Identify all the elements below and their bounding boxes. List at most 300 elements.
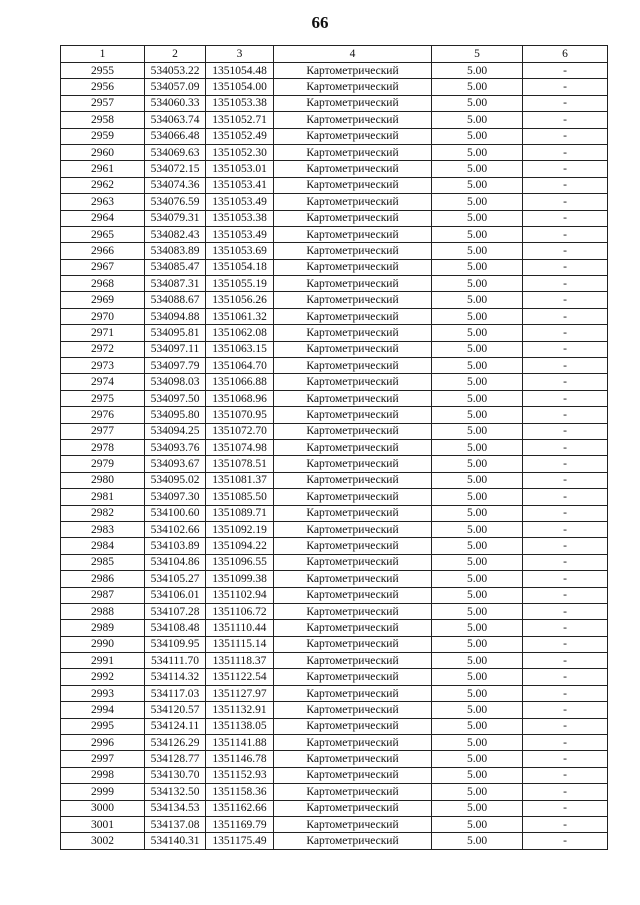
table-row (61, 325, 608, 341)
table-row (61, 571, 608, 587)
cell-y-coordinate: 1351074.98 (206, 439, 274, 455)
cell-y-coordinate: 1351052.49 (206, 128, 274, 144)
cell-accuracy: 5.00 (432, 308, 523, 324)
cell-method: Картометрический (274, 390, 432, 406)
cell-method: Картометрический (274, 718, 432, 734)
cell-method: Картометрический (274, 735, 432, 751)
cell-y-coordinate: 1351054.00 (206, 79, 274, 95)
cell-x-coordinate: 534130.70 (145, 767, 206, 783)
cell-x-coordinate: 534063.74 (145, 112, 206, 128)
cell-x-coordinate: 534093.67 (145, 456, 206, 472)
cell-x-coordinate: 534069.63 (145, 144, 206, 160)
cell-accuracy: 5.00 (432, 79, 523, 95)
cell-note: - (523, 358, 608, 374)
cell-y-coordinate: 1351081.37 (206, 472, 274, 488)
cell-method: Картометрический (274, 620, 432, 636)
table-row (61, 456, 608, 472)
cell-accuracy: 5.00 (432, 407, 523, 423)
cell-x-coordinate: 534126.29 (145, 735, 206, 751)
cell-y-coordinate: 1351053.69 (206, 243, 274, 259)
cell-point-number: 2982 (61, 505, 145, 521)
cell-note: - (523, 407, 608, 423)
cell-point-number: 2995 (61, 718, 145, 734)
cell-x-coordinate: 534111.70 (145, 653, 206, 669)
cell-x-coordinate: 534053.22 (145, 63, 206, 79)
cell-accuracy: 5.00 (432, 439, 523, 455)
cell-method: Картометрический (274, 538, 432, 554)
cell-y-coordinate: 1351053.38 (206, 95, 274, 111)
table-row (61, 505, 608, 521)
cell-point-number: 2980 (61, 472, 145, 488)
table-row (61, 112, 608, 128)
cell-accuracy: 5.00 (432, 161, 523, 177)
cell-x-coordinate: 534076.59 (145, 194, 206, 210)
column-header: 3 (206, 46, 274, 63)
cell-note: - (523, 620, 608, 636)
cell-point-number: 2990 (61, 636, 145, 652)
cell-method: Картометрический (274, 194, 432, 210)
cell-accuracy: 5.00 (432, 718, 523, 734)
cell-x-coordinate: 534109.95 (145, 636, 206, 652)
cell-y-coordinate: 1351055.19 (206, 276, 274, 292)
cell-accuracy: 5.00 (432, 276, 523, 292)
cell-note: - (523, 538, 608, 554)
cell-y-coordinate: 1351070.95 (206, 407, 274, 423)
cell-y-coordinate: 1351102.94 (206, 587, 274, 603)
cell-note: - (523, 816, 608, 832)
cell-point-number: 2975 (61, 390, 145, 406)
cell-point-number: 2970 (61, 308, 145, 324)
cell-y-coordinate: 1351132.91 (206, 702, 274, 718)
cell-point-number: 2994 (61, 702, 145, 718)
cell-x-coordinate: 534106.01 (145, 587, 206, 603)
cell-accuracy: 5.00 (432, 210, 523, 226)
cell-point-number: 2959 (61, 128, 145, 144)
table-row (61, 767, 608, 783)
cell-method: Картометрический (274, 374, 432, 390)
cell-y-coordinate: 1351122.54 (206, 669, 274, 685)
cell-method: Картометрический (274, 571, 432, 587)
cell-accuracy: 5.00 (432, 95, 523, 111)
cell-method: Картометрический (274, 521, 432, 537)
table-row (61, 210, 608, 226)
cell-x-coordinate: 534097.11 (145, 341, 206, 357)
cell-method: Картометрический (274, 603, 432, 619)
cell-y-coordinate: 1351068.96 (206, 390, 274, 406)
table-row (61, 636, 608, 652)
cell-note: - (523, 144, 608, 160)
cell-accuracy: 5.00 (432, 390, 523, 406)
cell-method: Картометрический (274, 308, 432, 324)
table-row (61, 243, 608, 259)
cell-method: Картометрический (274, 161, 432, 177)
table-row (61, 358, 608, 374)
cell-method: Картометрический (274, 653, 432, 669)
cell-point-number: 2971 (61, 325, 145, 341)
cell-note: - (523, 439, 608, 455)
table-row (61, 226, 608, 242)
cell-y-coordinate: 1351110.44 (206, 620, 274, 636)
cell-accuracy: 5.00 (432, 784, 523, 800)
table-row (61, 161, 608, 177)
table-row (61, 653, 608, 669)
cell-note: - (523, 521, 608, 537)
cell-method: Картометрический (274, 456, 432, 472)
cell-point-number: 2986 (61, 571, 145, 587)
cell-point-number: 2960 (61, 144, 145, 160)
cell-method: Картометрический (274, 358, 432, 374)
cell-y-coordinate: 1351056.26 (206, 292, 274, 308)
cell-point-number: 2961 (61, 161, 145, 177)
cell-accuracy: 5.00 (432, 702, 523, 718)
cell-method: Картометрический (274, 505, 432, 521)
cell-note: - (523, 472, 608, 488)
cell-point-number: 2962 (61, 177, 145, 193)
cell-x-coordinate: 534072.15 (145, 161, 206, 177)
table-row (61, 423, 608, 439)
cell-accuracy: 5.00 (432, 456, 523, 472)
cell-y-coordinate: 1351066.88 (206, 374, 274, 390)
cell-note: - (523, 390, 608, 406)
cell-x-coordinate: 534095.80 (145, 407, 206, 423)
cell-method: Картометрический (274, 177, 432, 193)
cell-note: - (523, 603, 608, 619)
table-row (61, 816, 608, 832)
cell-method: Картометрический (274, 276, 432, 292)
cell-y-coordinate: 1351054.48 (206, 63, 274, 79)
cell-note: - (523, 128, 608, 144)
cell-point-number: 2966 (61, 243, 145, 259)
table-row (61, 702, 608, 718)
cell-x-coordinate: 534079.31 (145, 210, 206, 226)
cell-accuracy: 5.00 (432, 128, 523, 144)
cell-note: - (523, 112, 608, 128)
cell-method: Картометрический (274, 816, 432, 832)
cell-note: - (523, 489, 608, 505)
cell-point-number: 2977 (61, 423, 145, 439)
cell-y-coordinate: 1351141.88 (206, 735, 274, 751)
cell-x-coordinate: 534085.47 (145, 259, 206, 275)
cell-point-number: 2958 (61, 112, 145, 128)
cell-x-coordinate: 534137.08 (145, 816, 206, 832)
cell-accuracy: 5.00 (432, 489, 523, 505)
cell-point-number: 2964 (61, 210, 145, 226)
cell-point-number: 2993 (61, 685, 145, 701)
cell-note: - (523, 833, 608, 849)
cell-point-number: 2997 (61, 751, 145, 767)
cell-method: Картометрический (274, 112, 432, 128)
cell-x-coordinate: 534120.57 (145, 702, 206, 718)
cell-y-coordinate: 1351152.93 (206, 767, 274, 783)
cell-note: - (523, 587, 608, 603)
cell-x-coordinate: 534060.33 (145, 95, 206, 111)
cell-method: Картометрический (274, 128, 432, 144)
cell-x-coordinate: 534074.36 (145, 177, 206, 193)
cell-point-number: 2979 (61, 456, 145, 472)
table-row (61, 669, 608, 685)
cell-x-coordinate: 534104.86 (145, 554, 206, 570)
table-body (61, 63, 608, 850)
cell-note: - (523, 735, 608, 751)
cell-note: - (523, 767, 608, 783)
table-row (61, 276, 608, 292)
column-header: 2 (145, 46, 206, 63)
cell-accuracy: 5.00 (432, 685, 523, 701)
table-header (61, 46, 608, 63)
table-row (61, 95, 608, 111)
cell-accuracy: 5.00 (432, 587, 523, 603)
cell-accuracy: 5.00 (432, 194, 523, 210)
cell-point-number: 2988 (61, 603, 145, 619)
table-row (61, 587, 608, 603)
cell-point-number: 2991 (61, 653, 145, 669)
cell-note: - (523, 292, 608, 308)
cell-x-coordinate: 534066.48 (145, 128, 206, 144)
cell-x-coordinate: 534097.30 (145, 489, 206, 505)
cell-accuracy: 5.00 (432, 423, 523, 439)
cell-y-coordinate: 1351053.49 (206, 194, 274, 210)
cell-point-number: 2969 (61, 292, 145, 308)
cell-x-coordinate: 534088.67 (145, 292, 206, 308)
table-row (61, 833, 608, 849)
cell-point-number: 3000 (61, 800, 145, 816)
cell-y-coordinate: 1351052.71 (206, 112, 274, 128)
cell-note: - (523, 505, 608, 521)
cell-x-coordinate: 534100.60 (145, 505, 206, 521)
cell-note: - (523, 653, 608, 669)
cell-point-number: 2956 (61, 79, 145, 95)
cell-x-coordinate: 534057.09 (145, 79, 206, 95)
cell-point-number: 2983 (61, 521, 145, 537)
cell-y-coordinate: 1351054.18 (206, 259, 274, 275)
cell-method: Картометрический (274, 144, 432, 160)
cell-method: Картометрический (274, 784, 432, 800)
cell-note: - (523, 702, 608, 718)
cell-y-coordinate: 1351162.66 (206, 800, 274, 816)
cell-y-coordinate: 1351053.01 (206, 161, 274, 177)
cell-x-coordinate: 534124.11 (145, 718, 206, 734)
cell-note: - (523, 210, 608, 226)
cell-accuracy: 5.00 (432, 669, 523, 685)
cell-y-coordinate: 1351061.32 (206, 308, 274, 324)
cell-y-coordinate: 1351089.71 (206, 505, 274, 521)
cell-x-coordinate: 534114.32 (145, 669, 206, 685)
table-row (61, 374, 608, 390)
cell-point-number: 2967 (61, 259, 145, 275)
table-row (61, 194, 608, 210)
cell-y-coordinate: 1351062.08 (206, 325, 274, 341)
table-row (61, 292, 608, 308)
cell-accuracy: 5.00 (432, 833, 523, 849)
coordinates-table (60, 45, 608, 850)
cell-x-coordinate: 534094.25 (145, 423, 206, 439)
cell-method: Картометрический (274, 587, 432, 603)
cell-point-number: 2987 (61, 587, 145, 603)
table-row (61, 521, 608, 537)
cell-note: - (523, 800, 608, 816)
cell-method: Картометрический (274, 702, 432, 718)
cell-accuracy: 5.00 (432, 571, 523, 587)
cell-y-coordinate: 1351053.49 (206, 226, 274, 242)
cell-x-coordinate: 534083.89 (145, 243, 206, 259)
table-row (61, 341, 608, 357)
table-row (61, 538, 608, 554)
cell-y-coordinate: 1351053.38 (206, 210, 274, 226)
cell-method: Картометрический (274, 226, 432, 242)
cell-y-coordinate: 1351094.22 (206, 538, 274, 554)
column-header: 1 (61, 46, 145, 63)
cell-x-coordinate: 534128.77 (145, 751, 206, 767)
cell-y-coordinate: 1351053.41 (206, 177, 274, 193)
table-row (61, 784, 608, 800)
cell-accuracy: 5.00 (432, 292, 523, 308)
cell-accuracy: 5.00 (432, 538, 523, 554)
cell-method: Картометрический (274, 767, 432, 783)
cell-accuracy: 5.00 (432, 243, 523, 259)
cell-x-coordinate: 534103.89 (145, 538, 206, 554)
cell-note: - (523, 571, 608, 587)
cell-note: - (523, 554, 608, 570)
cell-accuracy: 5.00 (432, 751, 523, 767)
cell-x-coordinate: 534095.02 (145, 472, 206, 488)
cell-note: - (523, 718, 608, 734)
cell-note: - (523, 341, 608, 357)
cell-point-number: 2972 (61, 341, 145, 357)
cell-x-coordinate: 534107.28 (145, 603, 206, 619)
cell-accuracy: 5.00 (432, 603, 523, 619)
cell-point-number: 2984 (61, 538, 145, 554)
cell-accuracy: 5.00 (432, 735, 523, 751)
cell-method: Картометрический (274, 833, 432, 849)
cell-y-coordinate: 1351146.78 (206, 751, 274, 767)
cell-note: - (523, 276, 608, 292)
table-row (61, 489, 608, 505)
cell-point-number: 3002 (61, 833, 145, 849)
table-row (61, 308, 608, 324)
cell-accuracy: 5.00 (432, 144, 523, 160)
cell-accuracy: 5.00 (432, 472, 523, 488)
cell-method: Картометрический (274, 685, 432, 701)
cell-x-coordinate: 534082.43 (145, 226, 206, 242)
cell-point-number: 2974 (61, 374, 145, 390)
cell-method: Картометрический (274, 472, 432, 488)
table-row (61, 63, 608, 79)
cell-accuracy: 5.00 (432, 636, 523, 652)
cell-accuracy: 5.00 (432, 112, 523, 128)
table-row (61, 390, 608, 406)
cell-method: Картометрический (274, 423, 432, 439)
table-row (61, 439, 608, 455)
cell-x-coordinate: 534105.27 (145, 571, 206, 587)
table-row (61, 177, 608, 193)
cell-method: Картометрический (274, 554, 432, 570)
cell-point-number: 2992 (61, 669, 145, 685)
cell-y-coordinate: 1351063.15 (206, 341, 274, 357)
table-row (61, 620, 608, 636)
cell-method: Картометрический (274, 325, 432, 341)
header-row (61, 46, 608, 63)
column-header: 4 (274, 46, 432, 63)
cell-y-coordinate: 1351158.36 (206, 784, 274, 800)
cell-point-number: 3001 (61, 816, 145, 832)
table-row (61, 259, 608, 275)
cell-y-coordinate: 1351085.50 (206, 489, 274, 505)
cell-x-coordinate: 534098.03 (145, 374, 206, 390)
cell-x-coordinate: 534132.50 (145, 784, 206, 800)
cell-method: Картометрический (274, 243, 432, 259)
cell-y-coordinate: 1351115.14 (206, 636, 274, 652)
cell-method: Картометрический (274, 210, 432, 226)
cell-point-number: 2981 (61, 489, 145, 505)
table-row (61, 128, 608, 144)
cell-x-coordinate: 534117.03 (145, 685, 206, 701)
cell-y-coordinate: 1351099.38 (206, 571, 274, 587)
column-header: 6 (523, 46, 608, 63)
cell-point-number: 2989 (61, 620, 145, 636)
cell-method: Картометрический (274, 800, 432, 816)
cell-method: Картометрический (274, 259, 432, 275)
cell-x-coordinate: 534134.53 (145, 800, 206, 816)
cell-y-coordinate: 1351072.70 (206, 423, 274, 439)
cell-x-coordinate: 534097.50 (145, 390, 206, 406)
cell-note: - (523, 423, 608, 439)
table-row (61, 144, 608, 160)
cell-x-coordinate: 534102.66 (145, 521, 206, 537)
cell-accuracy: 5.00 (432, 259, 523, 275)
table-row (61, 735, 608, 751)
cell-note: - (523, 259, 608, 275)
cell-y-coordinate: 1351175.49 (206, 833, 274, 849)
cell-point-number: 2965 (61, 226, 145, 242)
cell-point-number: 2998 (61, 767, 145, 783)
cell-accuracy: 5.00 (432, 374, 523, 390)
cell-point-number: 2973 (61, 358, 145, 374)
cell-accuracy: 5.00 (432, 800, 523, 816)
cell-accuracy: 5.00 (432, 177, 523, 193)
cell-accuracy: 5.00 (432, 325, 523, 341)
cell-point-number: 2955 (61, 63, 145, 79)
cell-method: Картометрический (274, 407, 432, 423)
cell-point-number: 2963 (61, 194, 145, 210)
cell-accuracy: 5.00 (432, 554, 523, 570)
cell-y-coordinate: 1351052.30 (206, 144, 274, 160)
table-row (61, 718, 608, 734)
cell-accuracy: 5.00 (432, 358, 523, 374)
cell-x-coordinate: 534094.88 (145, 308, 206, 324)
cell-method: Картометрический (274, 341, 432, 357)
cell-note: - (523, 685, 608, 701)
cell-x-coordinate: 534140.31 (145, 833, 206, 849)
cell-y-coordinate: 1351118.37 (206, 653, 274, 669)
cell-note: - (523, 243, 608, 259)
cell-accuracy: 5.00 (432, 816, 523, 832)
cell-note: - (523, 374, 608, 390)
cell-method: Картометрический (274, 489, 432, 505)
cell-point-number: 2976 (61, 407, 145, 423)
table-row (61, 79, 608, 95)
cell-method: Картометрический (274, 669, 432, 685)
cell-note: - (523, 63, 608, 79)
cell-x-coordinate: 534108.48 (145, 620, 206, 636)
cell-note: - (523, 177, 608, 193)
cell-point-number: 2996 (61, 735, 145, 751)
cell-accuracy: 5.00 (432, 521, 523, 537)
cell-note: - (523, 95, 608, 111)
table-row (61, 800, 608, 816)
cell-method: Картометрический (274, 636, 432, 652)
cell-y-coordinate: 1351092.19 (206, 521, 274, 537)
cell-y-coordinate: 1351138.05 (206, 718, 274, 734)
